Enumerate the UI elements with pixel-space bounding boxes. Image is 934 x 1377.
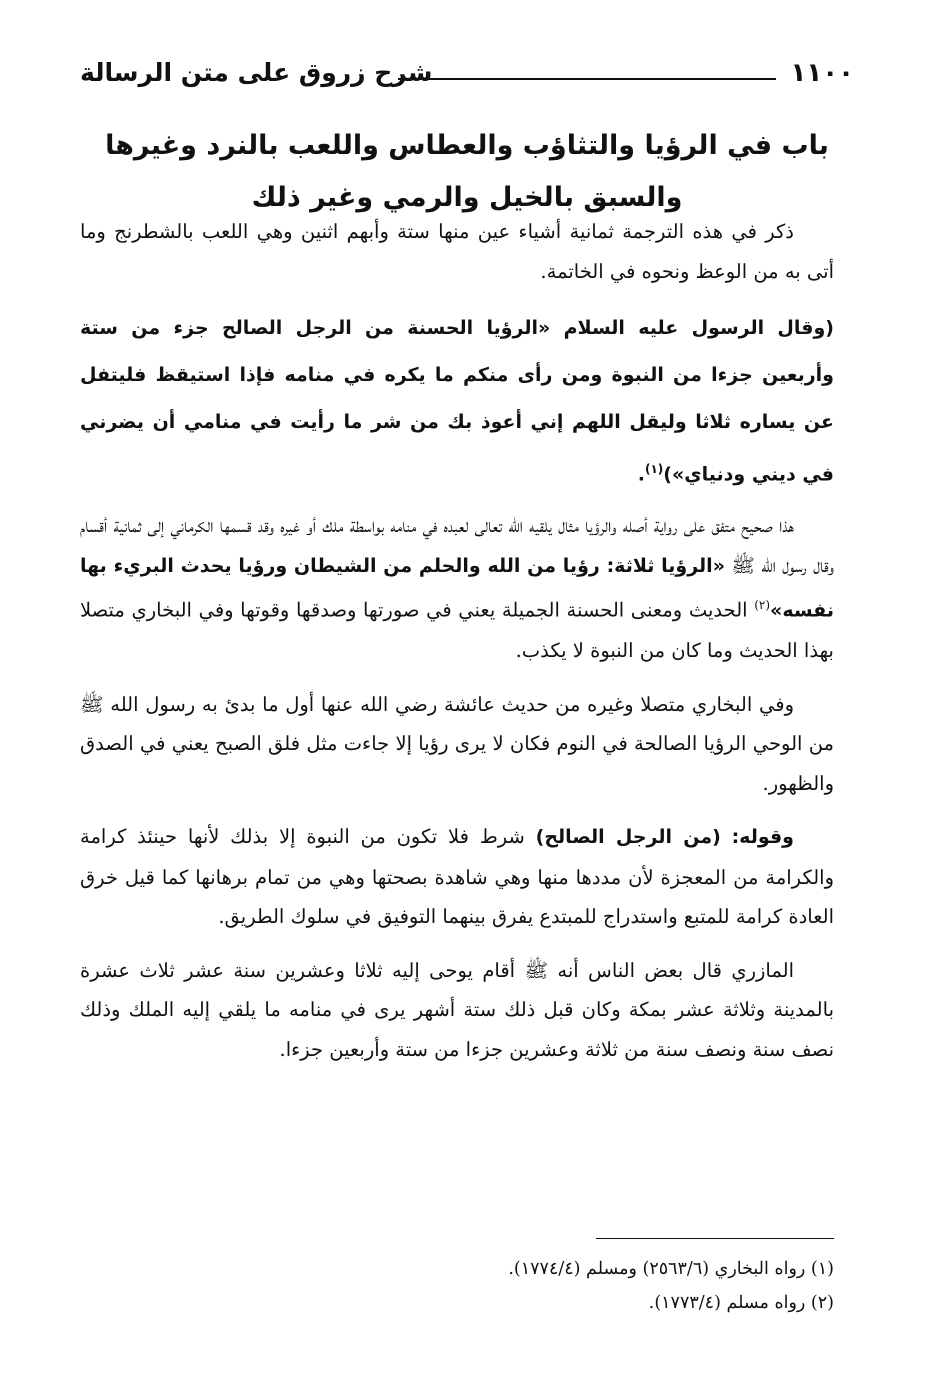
hadith-text: (وقال الرسول عليه السلام «الرؤيا الحسنة من الرجل الصالح جزء من ستة وأربعين جزءا من النبوة ومن رأى منكم ما يكره في منامه فإذا استيقظ فليتفل عن يساره ثلاثا وليقل اللهم إني أعوذ بك من شر ما رأيت في منامي أن يضرني في ديني ودنياي») (80, 317, 834, 486)
paragraph-4: وفي البخاري متصلا وغيره من حديث عائشة رضي الله عنها أول ما بدئ به رسول الله ﷺ من الوحي الرؤيا الصالحة في النوم فكان لا يرى رؤيا إلا جاءت مثل فلق الصبح يعني في الصدق والظهور. (80, 692, 834, 795)
period: . (637, 463, 645, 486)
chapter-title-line-2: والسبق بالخيل والرمي وغير ذلك (251, 182, 683, 213)
paragraph-3-rest: الحديث ومعنى الحسنة الجميلة يعني في صورتها وصدقها وقوتها وفي البخاري متصلا بهذا الحديث وما كان من النبوة لا يكذب. (80, 598, 834, 663)
page-header (80, 50, 854, 100)
footnotes (80, 1252, 834, 1320)
running-title: شرح زروق على متن الرسالة (80, 58, 433, 87)
chapter-title (80, 120, 854, 224)
paragraph-5-text: شرط فلا تكون من النبوة إلا بذلك لأنها حينئذ كرامة والكرامة من المعجزة لأن مددها منها وهي شاهدة بصحتها وهي من تمام برهانها كما قيل خرق العادة كرامة للمتبع واستدراج للمبتدع يفرق بينهما التوفيق في سلوك الطريق. (80, 825, 834, 929)
chapter-title-line-1: باب في الرؤيا والتثاؤب والعطاس واللعب بالنرد وغيرها (105, 130, 829, 161)
paragraph-6: المازري قال بعض الناس أنه ﷺ أقام يوحى إليه ثلاثا وعشرين سنة عشر ثلاث عشرة بالمدينة وثلاثة عشر بمكة وكان قبل ذلك ستة أشهر يرى في منامه ما يلقي إليه الملك وذلك نصف سنة ونصف سنة من ثلاثة وعشرين جزءا من ستة وأربعين جزءا. (80, 958, 834, 1061)
footnote-ref-2: (٢) (754, 598, 771, 613)
footnote-2: (٢) رواه مسلم (١٧٧٣/٤). (648, 1293, 834, 1313)
paragraph-3-intro: هذا صحيح متفق على رواية أصله والرؤيا مثال يلقيه الله تعالى لعبده في منامه بواسطة ملك أو غيره وقد قسمها الكرماني إلى ثمانية أقسام وقال رسول الله ﷺ (80, 514, 834, 577)
footnote-1: (١) رواه البخاري (٢٥٦٣/٦) ومسلم (١٧٧٤/٤). (508, 1259, 834, 1279)
paragraph-3 (80, 506, 834, 671)
matn-quote: (من الرجل الصالح) (535, 826, 721, 849)
paragraph-5 (80, 817, 834, 937)
footnote-ref-1: (١) (644, 462, 664, 476)
hadith-quote: «الرؤيا ثلاثة: رؤيا من الله والحلم من الشيطان ورؤيا يحدث البريء بها نفسه» (80, 554, 834, 622)
qawluhu-label: وقوله: (731, 826, 794, 849)
page-number: ١١٠٠ (790, 58, 854, 88)
paragraph-1: ذكر في هذه الترجمة ثمانية أشياء عين منها ستة وأبهم اثنين وهي اللعب بالشطرنج وما أتى به من الوعظ ونحوه في الخاتمة. (80, 220, 834, 283)
paragraph-2-matn (80, 305, 834, 498)
footnote-separator (596, 1238, 834, 1239)
header-rule (398, 78, 776, 80)
body-text (80, 212, 834, 1083)
